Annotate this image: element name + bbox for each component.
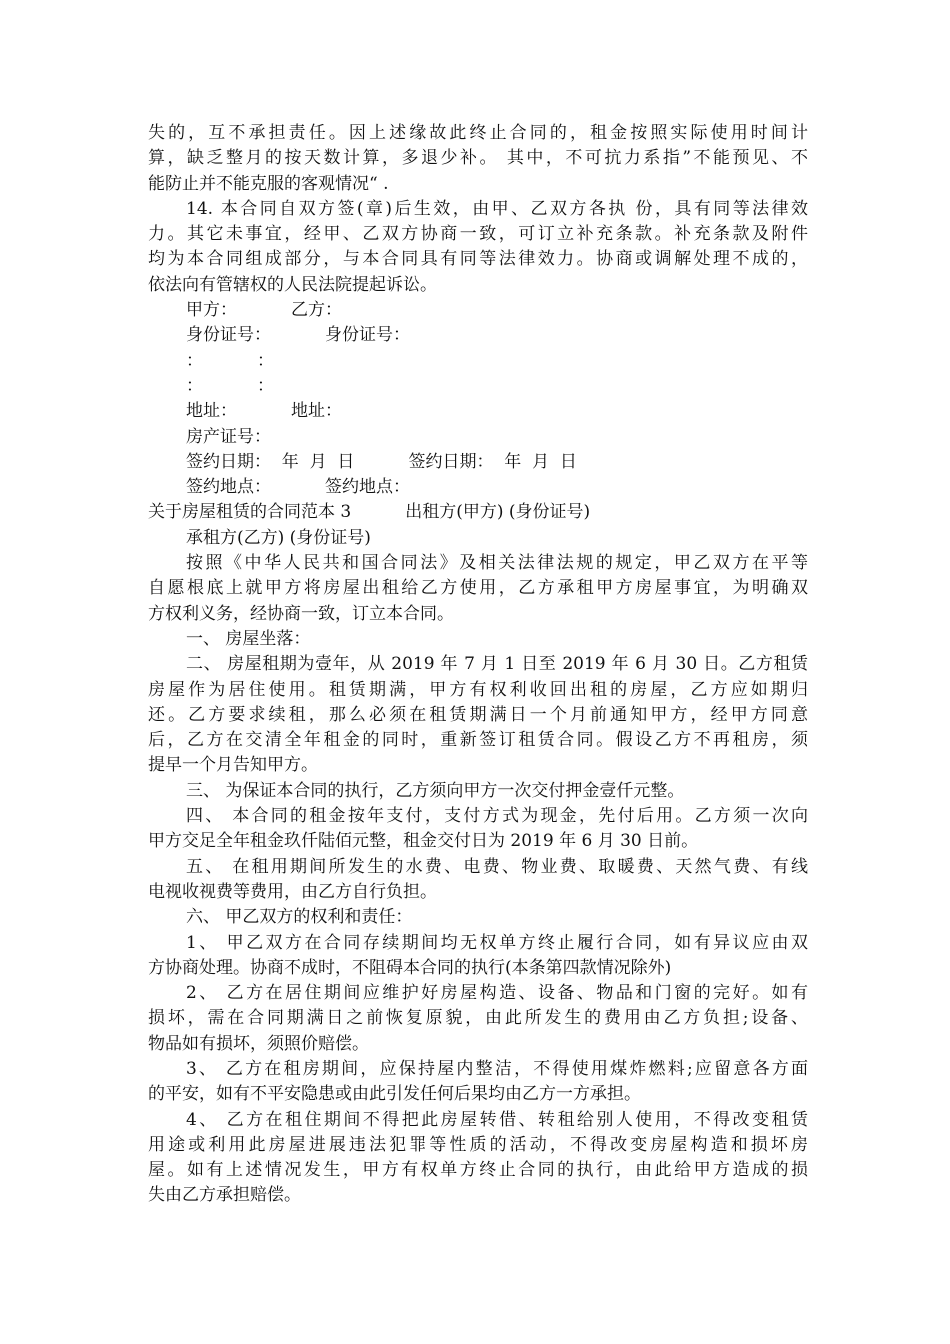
text-line: 关于房屋租赁的合同范本 3 出租方(甲方) (身份证号)	[148, 502, 591, 523]
text-line: 甲方： 乙方：	[186, 300, 343, 321]
text-line: 四、 本合同的租金按年支付，支付方式为现金，先付后用。乙方须一次向	[186, 806, 808, 827]
text-line: 五、 在租用期间所发生的水费、电费、物业费、取暖费、天然气费、有线	[186, 856, 808, 877]
text-line: 一、 房屋坐落：	[186, 628, 311, 649]
text-line: 14. 本合同自双方签(章)后生效，由甲、乙双方各执 份，具有同等法律效	[186, 198, 808, 219]
text-line: ： ：	[186, 350, 275, 371]
text-line: 的平安，如有不平安隐患或由此引发任何后果均由乙方一方承担。	[148, 1084, 641, 1105]
text-line: 力。其它未事宜，经甲、乙双方协商一致，可订立补充条款。补充条款及附件	[148, 224, 808, 245]
text-line: 签约地点： 签约地点：	[186, 477, 411, 498]
text-line: 三、 为保证本合同的执行，乙方须向甲方一次交付押金壹仟元整。	[186, 780, 685, 801]
text-line: 方权利义务，经协商一致，订立本合同。	[148, 603, 454, 624]
text-line: 损坏，需在合同期满日之前恢复原貌，由此所发生的费用由乙方负担;设备、	[148, 1008, 808, 1029]
text-line: 用途或利用此房屋进展违法犯罪等性质的活动，不得改变房屋构造和损坏房	[148, 1134, 808, 1155]
text-line: 提早一个月告知甲方。	[148, 755, 318, 776]
text-line: 算，缺乏整月的按天数计算，多退少补。 其中，不可抗力系指”不能预见、不	[148, 148, 808, 169]
text-line: 房屋作为居住使用。租赁期满，甲方有权利收回出租的房屋，乙方应如期归	[148, 679, 808, 700]
text-line: ： ：	[186, 375, 275, 396]
text-line: 依法向有管辖权的人民法院提起诉讼。	[148, 274, 437, 295]
text-line: 还。乙方要求续租，那么必须在租赁期满日一个月前通知甲方，经甲方同意	[148, 704, 808, 725]
text-line: 失由乙方承担赔偿。	[148, 1185, 301, 1206]
text-line: 能防止并不能克服的客观情况“ .	[148, 173, 389, 194]
text-line: 房产证号：	[186, 426, 271, 447]
text-line: 六、 甲乙双方的权利和责任：	[186, 907, 413, 928]
text-line: 二、 房屋租期为壹年，从 2019 年 7 月 1 日至 2019 年 6 月 30 日。乙方租赁	[186, 654, 808, 675]
text-line: 后，乙方在交清全年租金的同时，重新签订租赁合同。假设乙方不再租房，须	[148, 730, 808, 751]
text-line: 3、 乙方在租房期间，应保持屋内整洁，不得使用煤炸燃料;应留意各方面	[186, 1058, 808, 1079]
text-line: 屋。如有上述情况发生，甲方有权单方终止合同的执行，由此给甲方造成的损	[148, 1160, 808, 1181]
text-line: 身份证号： 身份证号：	[186, 325, 411, 346]
text-line: 2、 乙方在居住期间应维护好房屋构造、设备、物品和门窗的完好。如有	[186, 983, 808, 1004]
text-line: 物品如有损坏，须照价赔偿。	[148, 1033, 369, 1054]
text-line: 失的，互不承担责任。因上述缘故此终止合同的，租金按照实际使用时间计	[148, 123, 808, 143]
text-line: 均为本合同组成部分，与本合同具有同等法律效力。协商或调解处理不成的，	[148, 249, 808, 270]
text-line: 方协商处理。协商不成时，不阻碍本合同的执行(本条第四款情况除外)	[148, 957, 672, 978]
text-line: 承租方(乙方) (身份证号)	[186, 527, 371, 548]
text-line: 地址： 地址：	[186, 401, 343, 422]
document-body	[148, 121, 808, 1209]
text-line: 按照《中华人民共和国合同法》及相关法律法规的规定，甲乙双方在平等	[186, 553, 808, 574]
text-line: 1、 甲乙双方在合同存续期间均无权单方终止履行合同，如有异议应由双	[186, 932, 808, 953]
text-line: 4、 乙方在租住期间不得把此房屋转借、转租给别人使用，不得改变租赁	[186, 1109, 808, 1130]
text-line: 甲方交足全年租金玖仟陆佰元整，租金交付日为 2019 年 6 月 30 日前。	[148, 831, 699, 852]
text-line: 电视收视费等费用，由乙方自行负担。	[148, 881, 437, 902]
text-line: 签约日期： 年 月 日 签约日期： 年 月 日	[186, 451, 577, 472]
text-line: 自愿根底上就甲方将房屋出租给乙方使用，乙方承租甲方房屋事宜，为明确双	[148, 578, 808, 599]
